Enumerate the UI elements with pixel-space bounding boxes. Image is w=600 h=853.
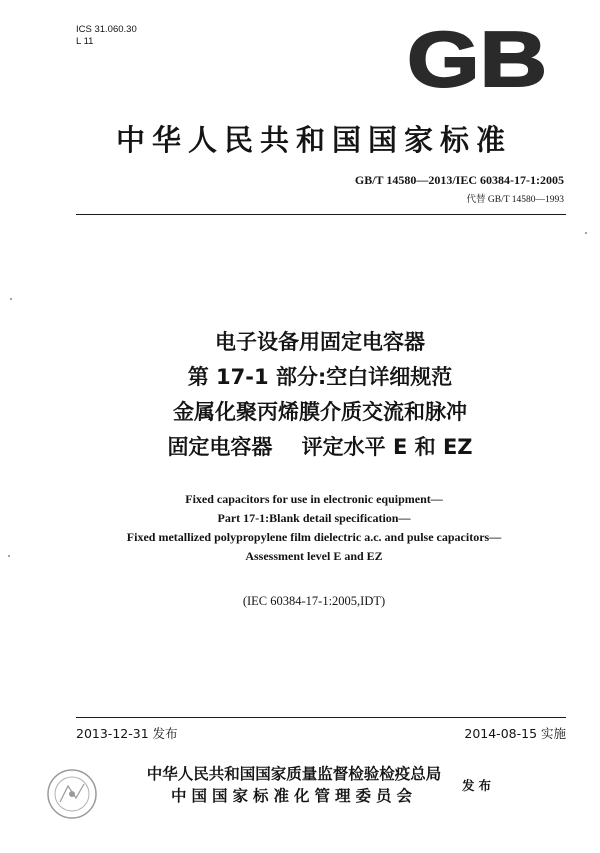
publish-label: 发布: [462, 778, 496, 793]
scan-speck: [8, 555, 10, 557]
issue-date: 2013-12-31 发布: [76, 726, 178, 741]
gb-logo-text: GB: [407, 28, 547, 92]
anti-counterfeit-seal: [46, 768, 98, 820]
footer-divider: [76, 717, 566, 718]
english-title-line-3: Fixed metallized polypropylene film dielectric a.c. and pulse capacitors—: [126, 530, 502, 544]
chinese-title-line-4: 固定电容器 评定水平 E 和 EZ: [167, 435, 473, 459]
chinese-title-line-2: 第 17-1 部分:空白详细规范: [187, 365, 453, 389]
ics-code: ICS 31.060.30: [76, 24, 137, 35]
issuer-org-1: 中华人民共和国国家质量监督检验检疫总局: [146, 765, 442, 783]
standard-number: GB/T 14580—2013/IEC 60384-17-1:2005: [354, 173, 564, 187]
equivalence-note: (IEC 60384-17-1:2005,IDT): [242, 594, 386, 608]
classification-codes: [76, 24, 137, 48]
header-divider: [76, 214, 566, 215]
replaces-note: 代替 GB/T 14580—1993: [466, 195, 564, 205]
scan-speck: [10, 298, 12, 300]
chinese-title: [60, 325, 580, 465]
english-title-line-2: Part 17-1:Blank detail specification—: [217, 511, 411, 525]
gb-logo: [404, 28, 550, 92]
ccs-code: L 11: [76, 36, 94, 47]
chinese-title-line-1: 电子设备用固定电容器: [215, 330, 425, 354]
issuing-organizations: [134, 763, 454, 807]
issuer-org-2: 中国国家标准化管理委员会: [170, 787, 417, 805]
scan-speck: [585, 232, 587, 234]
standard-title: 中华人民共和国国家标准: [115, 123, 512, 157]
implementation-date: 2014-08-15 实施: [464, 726, 566, 741]
english-title: [40, 490, 588, 566]
english-title-line-1: Fixed capacitors for use in electronic equipment—: [185, 492, 443, 506]
english-title-line-4: Assessment level E and EZ: [245, 549, 383, 563]
chinese-title-line-3: 金属化聚丙烯膜介质交流和脉冲: [173, 400, 467, 424]
